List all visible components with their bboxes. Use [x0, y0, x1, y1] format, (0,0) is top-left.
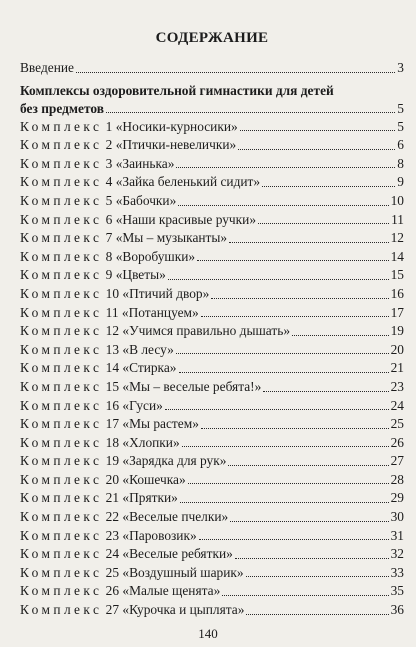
toc-entry-word: Комплекс	[20, 378, 103, 394]
toc-entry-word: Комплекс	[20, 323, 103, 339]
toc-entry-word: Комплекс	[20, 509, 103, 525]
toc-entry-page: 11	[391, 211, 404, 227]
toc-entry-row	[20, 136, 404, 155]
toc-entry-row	[20, 545, 404, 564]
toc-entry-title: 19 «Зарядка для рук»	[105, 453, 227, 469]
dot-leader	[76, 72, 395, 73]
toc-entry-word: Комплекс	[20, 211, 103, 227]
toc-entry-title: 3 «Заинька»	[105, 155, 175, 171]
section-page: 5	[397, 100, 404, 116]
dot-leader	[211, 298, 388, 299]
toc-entry-title: 9 «Цветы»	[105, 267, 166, 283]
dot-leader	[176, 353, 389, 354]
toc-entry-page: 19	[390, 323, 404, 339]
toc-entry-page: 26	[390, 434, 404, 450]
section-heading-line1: Комплексы оздоровительной гимнастики для детей	[20, 82, 334, 98]
section-heading-line2: без предметов	[20, 100, 104, 116]
toc-intro-label: Введение	[20, 60, 74, 75]
toc-entry-title: 12 «Учимся правильно дышать»	[105, 323, 291, 339]
toc-entry-label	[20, 266, 166, 285]
toc-entry-word: Комплекс	[20, 230, 103, 246]
toc-entry-word: Комплекс	[20, 453, 103, 469]
page-number: 140	[198, 626, 218, 641]
toc-entry-label	[20, 582, 220, 601]
toc-entry-row	[20, 266, 404, 285]
toc-entry-row	[20, 378, 404, 397]
toc-entry-title: 1 «Носики-курносики»	[105, 118, 238, 134]
toc-entry-label	[20, 322, 290, 341]
toc-entry-title: 25 «Воздушный шарик»	[105, 564, 244, 580]
toc-entry-title: 18 «Хлопки»	[105, 434, 180, 450]
toc-entry-page: 6	[397, 137, 404, 153]
toc-entry-row	[20, 359, 404, 378]
toc-entry-title: 13 «В лесу»	[105, 341, 174, 357]
toc-entry-row	[20, 229, 404, 248]
toc-entry-label	[20, 471, 186, 490]
dot-leader	[235, 558, 389, 559]
toc-entry-row	[20, 397, 404, 416]
toc-entry-title: 22 «Веселые пчелки»	[105, 509, 229, 525]
toc-entry-title: 11 «Потанцуем»	[105, 304, 199, 320]
dot-leader	[228, 465, 388, 466]
toc-entry-title: 14 «Стирка»	[105, 360, 177, 376]
toc-entry-label	[20, 248, 195, 267]
toc-entries	[20, 118, 404, 620]
toc-entry-label	[20, 229, 227, 248]
toc-entry-title: 17 «Мы растем»	[105, 416, 199, 432]
toc-entry-title: 23 «Паровозик»	[105, 527, 197, 543]
toc-entry-label	[20, 508, 228, 527]
toc-entry-title: 21 «Прятки»	[105, 490, 178, 506]
toc-entry-label	[20, 155, 174, 174]
toc-intro-page: 3	[397, 60, 404, 75]
dot-leader	[178, 205, 388, 206]
toc-entry-title: 7 «Мы – музыканты»	[105, 230, 228, 246]
dot-leader	[182, 446, 389, 447]
toc-entry-label	[20, 397, 163, 416]
toc-entry-row	[20, 582, 404, 601]
toc-entry-row	[20, 173, 404, 192]
toc-entry-word: Комплекс	[20, 192, 103, 208]
toc-entry-word: Комплекс	[20, 397, 103, 413]
dot-leader	[106, 112, 395, 113]
toc-entry-page: 20	[390, 341, 404, 357]
toc-entry-title: 4 «Зайка беленький сидит»	[105, 174, 261, 190]
toc-entry-row	[20, 434, 404, 453]
toc-entry-word: Комплекс	[20, 155, 103, 171]
toc-entry-label	[20, 136, 236, 155]
toc-entry-row	[20, 192, 404, 211]
toc-entry-page: 9	[397, 174, 404, 190]
toc-entry-page: 17	[390, 304, 404, 320]
toc-entry-page: 35	[390, 583, 404, 599]
toc-entry-page: 31	[390, 527, 404, 543]
toc-entry-page: 36	[390, 602, 404, 618]
toc-entry-row	[20, 564, 404, 583]
toc-entry-word: Комплекс	[20, 248, 103, 264]
dot-leader	[238, 149, 395, 150]
dot-leader	[240, 130, 396, 131]
toc-entry-word: Комплекс	[20, 602, 103, 618]
dot-leader	[199, 539, 389, 540]
dot-leader	[246, 576, 389, 577]
toc-entry-word: Комплекс	[20, 304, 103, 320]
toc-entry-label	[20, 359, 177, 378]
toc-entry-row	[20, 322, 404, 341]
toc-entry-page: 10	[390, 192, 404, 208]
toc-entry-label	[20, 118, 238, 137]
toc-entry-label	[20, 489, 178, 508]
dot-leader	[258, 223, 389, 224]
toc-entry-word: Комплекс	[20, 583, 103, 599]
toc-entry-row	[20, 508, 404, 527]
toc-entry-word: Комплекс	[20, 341, 103, 357]
toc-entry-word: Комплекс	[20, 490, 103, 506]
dot-leader	[197, 260, 389, 261]
dot-leader	[229, 242, 389, 243]
toc-entry-word: Комплекс	[20, 174, 103, 190]
dot-leader	[188, 483, 389, 484]
toc-entry-row	[20, 489, 404, 508]
toc-entry-word: Комплекс	[20, 416, 103, 432]
toc-entry-row	[20, 341, 404, 360]
toc-entry-page: 16	[390, 285, 404, 301]
toc-entry-page: 21	[390, 360, 404, 376]
toc-entry-page: 15	[390, 267, 404, 283]
toc-entry-title: 6 «Наши красивые ручки»	[105, 211, 257, 227]
toc-entry-label	[20, 211, 256, 230]
toc-entry-row	[20, 118, 404, 137]
toc-entry-page: 29	[390, 490, 404, 506]
toc-entry-title: 5 «Бабочки»	[105, 192, 177, 208]
toc-entry-title: 24 «Веселые ребятки»	[105, 546, 233, 562]
toc-entry-row	[20, 285, 404, 304]
dot-leader	[176, 167, 395, 168]
toc-entry-word: Комплекс	[20, 527, 103, 543]
toc-entry-page: 33	[390, 564, 404, 580]
toc-entry-row	[20, 527, 404, 546]
toc-entry-page: 5	[397, 118, 404, 134]
toc-entry-title: 16 «Гуси»	[105, 397, 163, 413]
dot-leader	[180, 502, 389, 503]
toc-entry-word: Комплекс	[20, 434, 103, 450]
toc-entry-title: 2 «Птички-невелички»	[105, 137, 237, 153]
toc-section-heading	[20, 82, 404, 118]
toc-entry-label	[20, 545, 233, 564]
dot-leader	[262, 186, 395, 187]
toc-entry-page: 30	[390, 509, 404, 525]
toc-entry-label	[20, 527, 197, 546]
toc-entry-word: Комплекс	[20, 564, 103, 580]
toc-entry-label	[20, 415, 199, 434]
dot-leader	[246, 614, 388, 615]
toc-entry-title: 10 «Птичий двор»	[105, 285, 210, 301]
toc-entry-page: 27	[390, 453, 404, 469]
toc-entry-row	[20, 211, 404, 230]
dot-leader	[230, 521, 388, 522]
toc-entry-page: 8	[397, 155, 404, 171]
toc-entry-row	[20, 415, 404, 434]
toc-entry-page: 12	[390, 230, 404, 246]
dot-leader	[179, 372, 389, 373]
toc-entry-title: 15 «Мы – веселые ребята!»	[105, 378, 262, 394]
toc-entry-page: 28	[390, 471, 404, 487]
toc-entry-row	[20, 304, 404, 323]
toc-entry-label	[20, 434, 180, 453]
toc-entry-word: Комплекс	[20, 360, 103, 376]
toc-entry-label	[20, 378, 261, 397]
toc-entry-label	[20, 452, 226, 471]
dot-leader	[222, 595, 388, 596]
toc-entry-label	[20, 285, 209, 304]
toc-entry-label	[20, 341, 174, 360]
toc-entry-title: 26 «Малые щенята»	[105, 583, 221, 599]
dot-leader	[263, 391, 388, 392]
dot-leader	[201, 316, 389, 317]
toc-entry-label	[20, 304, 199, 323]
toc-entry-row	[20, 452, 404, 471]
toc-entry-row	[20, 248, 404, 267]
toc-entry-page: 25	[390, 416, 404, 432]
toc-entry-page: 32	[390, 546, 404, 562]
toc-entry-word: Комплекс	[20, 285, 103, 301]
toc-intro-row	[20, 59, 404, 78]
toc-entry-title: 27 «Курочка и цыплята»	[105, 602, 245, 618]
toc-entry-row	[20, 471, 404, 490]
toc-entry-page: 14	[390, 248, 404, 264]
dot-leader	[201, 428, 389, 429]
toc-entry-label	[20, 192, 176, 211]
dot-leader	[292, 335, 389, 336]
toc-entry-word: Комплекс	[20, 118, 103, 134]
page-title: СОДЕРЖАНИЕ	[155, 30, 269, 46]
toc-entry-word: Комплекс	[20, 137, 103, 153]
toc-entry-word: Комплекс	[20, 267, 103, 283]
toc-entry-page: 23	[390, 378, 404, 394]
toc-entry-page: 24	[390, 397, 404, 413]
toc-entry-label	[20, 564, 244, 583]
toc-entry-row	[20, 155, 404, 174]
toc-entry-label	[20, 601, 244, 620]
toc-entry-word: Комплекс	[20, 546, 103, 562]
dot-leader	[165, 409, 389, 410]
toc-entry-word: Комплекс	[20, 471, 103, 487]
dot-leader	[168, 279, 389, 280]
toc-entry-label	[20, 173, 260, 192]
toc-entry-title: 20 «Кошечка»	[105, 471, 186, 487]
toc-entry-title: 8 «Воробушки»	[105, 248, 196, 264]
toc-entry-row	[20, 601, 404, 620]
